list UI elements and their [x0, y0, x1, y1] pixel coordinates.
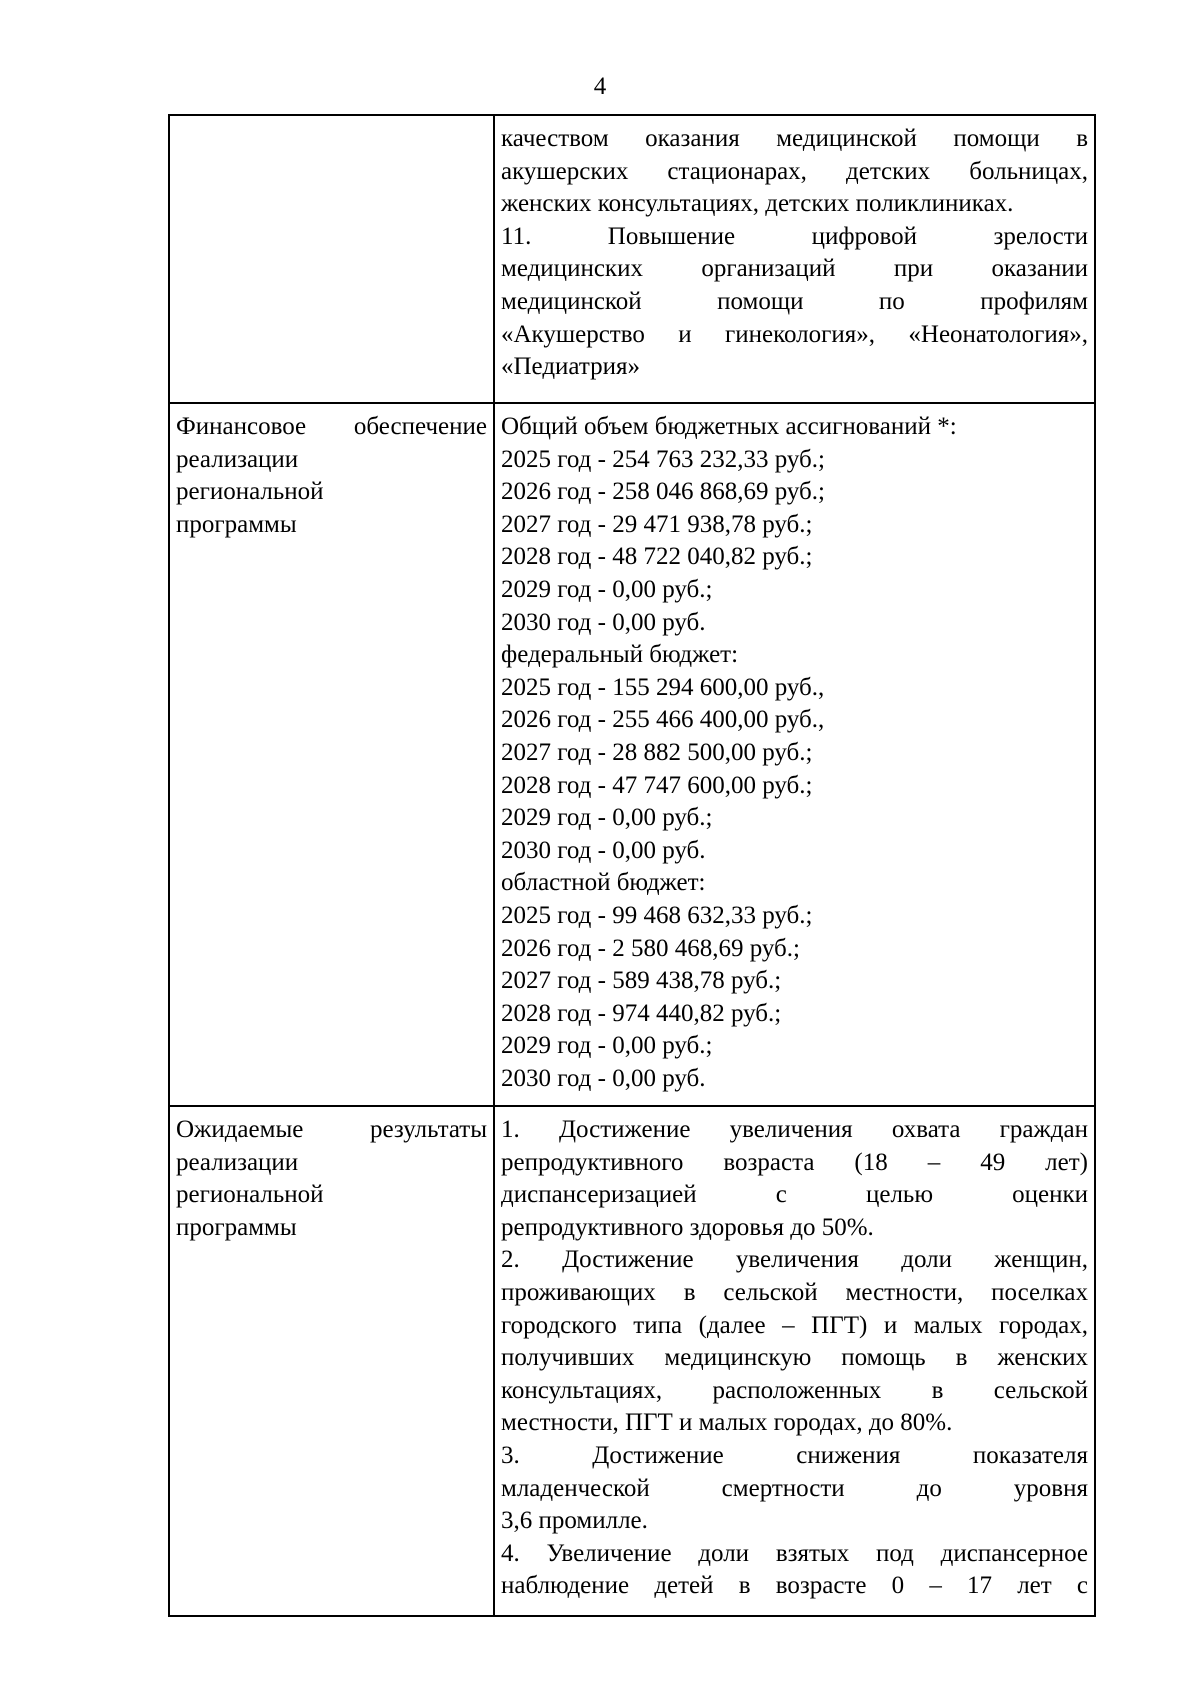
text-line: консультациях, расположенных в сельской: [501, 1376, 1088, 1404]
label-cell-empty: [169, 115, 494, 403]
text-line: 2. Достижение увеличения доли женщин,: [501, 1246, 1088, 1274]
text-line: 2028 год - 47 747 600,00 руб.;: [501, 771, 813, 799]
text-line: 2029 год - 0,00 руб.;: [501, 804, 713, 832]
text-line: качеством оказания медицинской помощи в: [501, 125, 1088, 152]
text-line: 2028 год - 974 440,82 руб.;: [501, 999, 782, 1027]
text-line: наблюдение детей в возрасте 0 – 17 лет с: [501, 1572, 1088, 1600]
text-line: 2028 год - 48 722 040,82 руб.;: [501, 543, 813, 571]
text-line: «Педиатрия»: [501, 353, 640, 381]
text-line: программы: [176, 510, 297, 538]
text-line: программы: [176, 1213, 297, 1241]
text-line: Общий объем бюджетных ассигнований *:: [501, 413, 957, 440]
text-line: 2025 год - 155 294 600,00 руб.,: [501, 673, 825, 701]
program-passport-table: [168, 114, 1096, 1617]
text-line: акушерских стационарах, детских больницах,: [501, 157, 1088, 185]
table-row-tasks-continued: [169, 115, 1095, 403]
label-cell-expected-results: [169, 1106, 494, 1616]
text-line: 2025 год - 99 468 632,33 руб.;: [501, 901, 813, 929]
text-line: городского типа (далее – ПГТ) и малых городах,: [501, 1311, 1088, 1339]
text-line: Финансовое обеспечение: [176, 413, 487, 440]
text-line: 4. Увеличение доли взятых под диспансерное: [501, 1539, 1088, 1567]
text-line: 2027 год - 29 471 938,78 руб.;: [501, 510, 813, 538]
text-line: областной бюджет:: [501, 869, 706, 897]
text-line: проживающих в сельской местности, поселках: [501, 1278, 1088, 1306]
text-line: медицинской помощи по профилям: [501, 287, 1088, 315]
text-line: «Акушерство и гинекология», «Неонатология»,: [501, 320, 1088, 348]
text-line: получивших медицинскую помощь в женских: [501, 1344, 1088, 1372]
page-number: 4: [593, 73, 607, 100]
text-line: 11. Повышение цифровой зрелости: [501, 222, 1088, 250]
text-line: 2029 год - 0,00 руб.;: [501, 1032, 713, 1060]
text-line: репродуктивного здоровья до 50%.: [501, 1213, 874, 1241]
text-line: региональной: [176, 478, 324, 506]
table-row-financing: [169, 403, 1095, 1106]
table-row-expected-results: [169, 1106, 1095, 1616]
text-line: 3,6 промилле.: [501, 1507, 648, 1535]
text-line: женских консультациях, детских поликлиниках.: [501, 190, 1014, 218]
text-line: 2030 год - 0,00 руб.: [501, 836, 706, 864]
text-line: реализации: [176, 445, 299, 473]
text-line: 2029 год - 0,00 руб.;: [501, 575, 713, 603]
content-cell-financing: [494, 403, 1095, 1106]
text-line: реализации: [176, 1148, 299, 1176]
text-line: местности, ПГТ и малых городах, до 80%.: [501, 1409, 953, 1437]
label-cell-financing: [169, 403, 494, 1106]
text-line: 2026 год - 255 466 400,00 руб.,: [501, 706, 825, 734]
text-line: 2025 год - 254 763 232,33 руб.;: [501, 445, 825, 473]
text-line: 2026 год - 258 046 868,69 руб.;: [501, 478, 825, 506]
text-line: младенческой смертности до уровня: [501, 1474, 1088, 1502]
text-line: 3. Достижение снижения показателя: [501, 1441, 1088, 1469]
text-line: федеральный бюджет:: [501, 641, 739, 669]
text-line: медицинских организаций при оказании: [501, 255, 1088, 283]
text-line: 2027 год - 28 882 500,00 руб.;: [501, 738, 813, 766]
text-line: 2027 год - 589 438,78 руб.;: [501, 967, 782, 995]
text-line: репродуктивного возраста (18 – 49 лет): [501, 1148, 1088, 1176]
text-line: региональной: [176, 1181, 324, 1209]
text-line: 2030 год - 0,00 руб.: [501, 1064, 706, 1092]
content-cell-expected-results: [494, 1106, 1095, 1616]
text-line: Ожидаемые результаты: [176, 1116, 487, 1143]
text-line: 2026 год - 2 580 468,69 руб.;: [501, 934, 800, 962]
text-line: 2030 год - 0,00 руб.: [501, 608, 706, 636]
text-line: 1. Достижение увеличения охвата граждан: [501, 1116, 1088, 1143]
text-line: диспансеризацией с целью оценки: [501, 1181, 1088, 1209]
content-cell-tasks: [494, 115, 1095, 403]
